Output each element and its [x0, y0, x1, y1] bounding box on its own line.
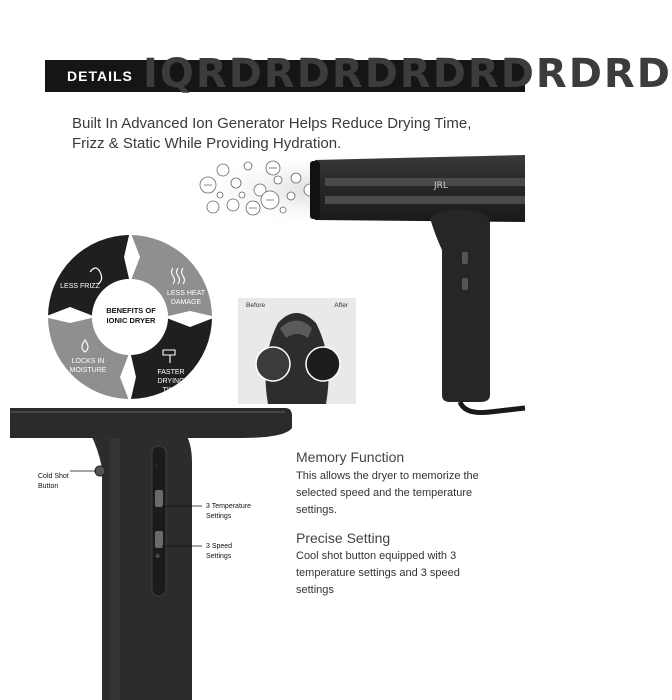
memory-function-body: This allows the dryer to memorize the selected speed and the temperature settings.: [296, 470, 479, 516]
section-title: DETAILS: [67, 68, 133, 84]
svg-text:✲: ✲: [155, 553, 161, 560]
headline: Built In Advanced Ion Generator Helps Reduce Drying Time, Frizz & Static While Providing Hydration.: [72, 115, 472, 152]
banner-logo-pattern: IQRDRDRDRDRDRDRD: [143, 51, 672, 97]
benefits-center-label: BENEFITS OF IONIC DRYER: [106, 306, 156, 325]
dryer-handle-closeup: [10, 408, 340, 700]
before-after-photo: [238, 298, 356, 404]
details-banner: [45, 51, 672, 97]
svg-text:◦: ◦: [155, 463, 159, 470]
dryer-logo: JRL: [434, 181, 448, 191]
hair-photo: [238, 298, 356, 404]
memory-function-title: Memory Function: [296, 449, 405, 465]
cold-shot-button-graphic: [95, 466, 105, 476]
temperature-callout: 3 Temperature Settings: [206, 503, 252, 520]
benefit-locks-in-moisture: LOCKS IN MOISTURE: [69, 358, 107, 374]
after-label: After: [334, 302, 348, 309]
precise-setting-body: Cool shot button equipped with 3 temperature settings and 3 speed settings: [296, 550, 460, 596]
precise-setting-title: Precise Setting: [296, 530, 391, 546]
benefit-faster-drying-time: FASTER DRYING TIME: [157, 369, 185, 394]
cold-shot-callout: Cold Shot Button: [38, 473, 69, 490]
before-label: Before: [246, 302, 266, 309]
benefit-less-frizz: LESS FRIZZ: [60, 283, 100, 290]
speed-callout: 3 Speed Settings: [206, 543, 233, 560]
benefit-less-heat-damage: LESS HEAT DAMAGE: [167, 290, 205, 306]
